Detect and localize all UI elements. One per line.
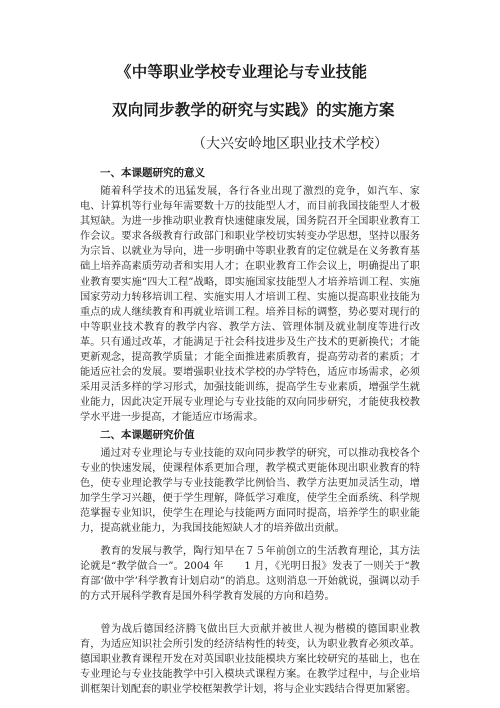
section-1-heading: 一、本课题研究的意义 [100, 167, 205, 179]
document-title-line-2: 双向同步教学的研究与实践》的实施方案 [112, 101, 395, 119]
document-title-line-1: 《中等职业学校专业理论与专业技能 [116, 63, 368, 81]
section-1-paragraph: 随着科学技术的迅猛发展，各行各业出现了激烈的竞争，如汽车、家电、计算机等行业每年需要数十万的技能型人才，而目前我国技能型人才极其短缺。为进一步推动职业教育快速健康发展，国务院召开全国职业教育工作会议。要求各级教育行政部门和职业学校切实转变办学思想，坚持以服务为宗旨、以就业为导向，进一步明确中等职业教育的定位就是在义务教育基础上培养高素质劳动者和实用人才；在职业教育工作会议上，明确提出了职业教育要实施“四大工程”战略，即实施国家技能型人才培养培训工程、实施国家劳动力转移培训工程、实施实用人才培训工程、实施以提高职业技能为重点的成人继续教育和再就业培训工程。培养目标的调整，势必要对现行的中等职业技术教育的教学内容、教学方法、管理体制及就业制度等进行改革。只有通过改革，才能满足于社会科技进步及生产技术的更新换代；才能更新观念，提高教学质量；才能全面推进素质教育，提高劳动者的素质；才能适应社会的发展。要增强职业技术学校的办学特色，适应市场需求，必须采用灵活多样的学习形式，加强技能训练，提高学生专业素质，增强学生就业能力，因此决定开展专业理论与专业技能的双向同步研究，才能使我校教学水平进一步提高，才能适应市场需求。 [80, 186, 420, 424]
section-2-paragraph-1: 通过对专业理论与专业技能的双向同步教学的研究，可以推动我校各个专业的快速发展，使课程体系更加合理，教学模式更能体现出职业教育的特色，使专业理论教学与专业技能教学比例恰当、教学方法更加灵活生动，增加学生学习兴趣，便于学生理解，降低学习难度，使学生全面系统、科学规范掌握专业知识，使学生在理论与技能两方面同时提高，培养学生的职业能力，提高就业能力，为我国技能短缺人才的培养做出贡献。 [80, 448, 420, 535]
section-2-heading: 二、本课题研究价值 [100, 429, 195, 441]
section-2-paragraph-3: 曾为战后德国经济腾飞做出巨大贡献并被世人视为楷模的德国职业教育，为适应知识社会所引发的经济结构性的转变，认为职业教育必须改革。德国职业教育课程开发在对英国职业技能模块方案比较研究的基础上，也在专业理论与专业技能教学中引入模块式课程方案。在教学过程中，与企业培训框架计划配套的职业学校框架教学计划，将与企业实践结合得更加紧密。 [80, 624, 420, 696]
section-2-paragraph-2: 教育的发展与教学，陶行知早在７５年前创立的生活教育理论，其方法论就是“教学做合一”。2004 年 1 月，《光明日报》发表了一则关于“教育部‘做中学’科学教育计划启动”的消息。这则消息一开始就说，强调以动手的方式开展科学教育是国外科学教育发展的方向和趋势。 [80, 546, 420, 603]
document-subtitle: （大兴安岭地区职业技术学校） [192, 136, 388, 152]
